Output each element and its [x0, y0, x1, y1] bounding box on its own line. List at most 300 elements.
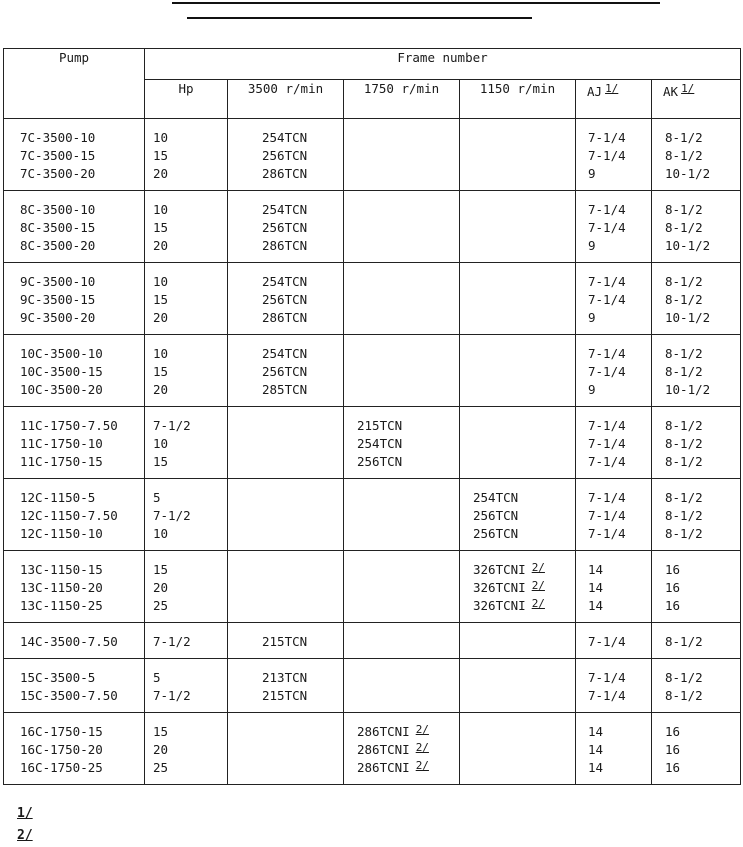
aj-cell-value — [588, 165, 651, 183]
ak-cell-text: 16 — [665, 742, 681, 757]
ak-cell-value — [665, 363, 740, 381]
ak-cell-text: 8-1/2 — [665, 274, 703, 289]
aj-cell-text: 14 — [588, 760, 604, 775]
frame-1150-cell-value — [473, 597, 575, 615]
table-row — [4, 479, 741, 551]
frame-1150-cell-value — [473, 507, 575, 525]
table-body — [4, 119, 741, 785]
hp-cell-text: 5 — [153, 490, 161, 505]
frame-1150-cell-text: 326TCNI — [473, 562, 526, 577]
ak-cell-value — [665, 489, 740, 507]
aj-cell — [576, 551, 652, 623]
hp-cell — [145, 407, 228, 479]
hp-cell — [145, 479, 228, 551]
hp-cell-value — [153, 453, 227, 471]
frame-1150-cell — [460, 335, 576, 407]
aj-cell-text: 7-1/4 — [588, 526, 626, 541]
pump-cell — [4, 551, 145, 623]
r3500-column-header: 3500 r/min — [228, 80, 344, 119]
hp-cell-value — [153, 435, 227, 453]
aj-cell-text: 14 — [588, 562, 604, 577]
aj-cell-value — [588, 147, 651, 165]
ak-cell — [652, 551, 741, 623]
frame-3500-cell-text: 256TCN — [262, 292, 308, 307]
aj-cell-text: 7-1/4 — [588, 688, 626, 703]
aj-cell-value — [588, 489, 651, 507]
frame-1150-cell — [460, 407, 576, 479]
aj-cell-value — [588, 597, 651, 615]
aj-cell-text: 7-1/4 — [588, 202, 626, 217]
aj-cell-text: 7-1/4 — [588, 148, 626, 163]
pump-cell-value — [20, 417, 144, 435]
ak-cell-value — [665, 273, 740, 291]
aj-cell-value — [588, 201, 651, 219]
pump-cell-value — [20, 453, 144, 471]
aj-cell-value — [588, 687, 651, 705]
ak-cell-value — [665, 309, 740, 327]
pump-cell-value — [20, 759, 144, 777]
aj-cell — [576, 119, 652, 191]
hp-cell-value — [153, 291, 227, 309]
aj-cell-text: 7-1/4 — [588, 130, 626, 145]
frame-3500-cell-value — [262, 237, 343, 255]
frame-3500-cell-value — [262, 669, 343, 687]
hp-cell-value — [153, 561, 227, 579]
aj-cell-text: 7-1/4 — [588, 346, 626, 361]
pump-cell-text: 16C-1750-25 — [20, 760, 103, 775]
frame-3500-cell — [228, 263, 344, 335]
aj-cell-text: 9 — [588, 166, 596, 181]
pump-cell — [4, 119, 145, 191]
pump-cell-value — [20, 633, 144, 651]
hp-cell-value — [153, 345, 227, 363]
pump-cell-text: 8C-3500-10 — [20, 202, 96, 217]
frame-3500-cell-value — [262, 381, 343, 399]
ak-cell-text: 8-1/2 — [665, 688, 703, 703]
ak-cell-text: 8-1/2 — [665, 364, 703, 379]
hp-cell-text: 5 — [153, 670, 161, 685]
ak-cell — [652, 119, 741, 191]
pump-cell-text: 15C-3500-5 — [20, 670, 96, 685]
pump-cell-value — [20, 219, 144, 237]
frame-3500-cell-value — [262, 291, 343, 309]
aj-cell-text: 14 — [588, 580, 604, 595]
frame-1750-cell — [344, 713, 460, 785]
aj-cell-text: 7-1/4 — [588, 418, 626, 433]
ak-cell-text: 8-1/2 — [665, 490, 703, 505]
frame-1150-cell — [460, 191, 576, 263]
aj-cell-value — [588, 453, 651, 471]
ak-cell-text: 16 — [665, 562, 681, 577]
ak-cell-value — [665, 147, 740, 165]
ak-cell-text: 8-1/2 — [665, 436, 703, 451]
hp-cell-value — [153, 741, 227, 759]
table-row — [4, 191, 741, 263]
pump-cell-value — [20, 273, 144, 291]
ak-cell — [652, 191, 741, 263]
hp-cell-value — [153, 759, 227, 777]
hp-cell-text: 10 — [153, 346, 169, 361]
footnote-2-ref: 2/ — [415, 759, 429, 772]
frame-1150-cell — [460, 551, 576, 623]
ak-cell-value — [665, 687, 740, 705]
pump-cell — [4, 713, 145, 785]
frame-3500-cell-text: 256TCN — [262, 220, 308, 235]
hp-cell-value — [153, 525, 227, 543]
frame-3500-cell-value — [262, 201, 343, 219]
hp-cell-text: 15 — [153, 364, 169, 379]
pump-cell-value — [20, 561, 144, 579]
ak-cell — [652, 479, 741, 551]
ak-cell-value — [665, 237, 740, 255]
frame-3500-cell-text: 254TCN — [262, 274, 308, 289]
hp-cell-value — [153, 237, 227, 255]
ak-cell-text: 10-1/2 — [665, 310, 711, 325]
aj-cell-value — [588, 237, 651, 255]
pump-cell — [4, 191, 145, 263]
aj-cell-text: 9 — [588, 382, 596, 397]
frame-3500-cell — [228, 119, 344, 191]
hp-cell-text: 15 — [153, 148, 169, 163]
aj-cell-value — [588, 435, 651, 453]
frame-1750-cell-text: 286TCNI — [357, 760, 410, 775]
frame-1750-cell — [344, 623, 460, 659]
ak-cell-text: 8-1/2 — [665, 634, 703, 649]
hp-cell-text: 10 — [153, 130, 169, 145]
table-row — [4, 551, 741, 623]
pump-cell-text: 11C-1750-10 — [20, 436, 103, 451]
ak-cell-value — [665, 597, 740, 615]
pump-cell-text: 7C-3500-20 — [20, 166, 96, 181]
ak-cell-text: 10-1/2 — [665, 238, 711, 253]
table-row — [4, 263, 741, 335]
hp-cell-value — [153, 669, 227, 687]
hp-cell-text: 10 — [153, 274, 169, 289]
pump-cell-text: 9C-3500-10 — [20, 274, 96, 289]
frame-1750-cell-text: 215TCN — [357, 418, 403, 433]
frame-3500-cell — [228, 479, 344, 551]
frame-1150-cell — [460, 119, 576, 191]
hp-cell-value — [153, 219, 227, 237]
hp-cell-value — [153, 507, 227, 525]
frame-1750-cell — [344, 479, 460, 551]
aj-cell-value — [588, 219, 651, 237]
frame-3500-cell-value — [262, 165, 343, 183]
ak-column-header — [652, 80, 741, 119]
hp-cell-value — [153, 597, 227, 615]
frame-3500-cell — [228, 335, 344, 407]
hp-cell-text: 7-1/2 — [153, 634, 191, 649]
aj-cell-value — [588, 291, 651, 309]
hp-cell-value — [153, 273, 227, 291]
frame-3500-cell — [228, 713, 344, 785]
frame-1750-cell-text: 254TCN — [357, 436, 403, 451]
pump-cell-text: 9C-3500-20 — [20, 310, 96, 325]
pump-cell-text: 16C-1750-20 — [20, 742, 103, 757]
ak-cell-value — [665, 561, 740, 579]
frame-3500-cell-value — [262, 345, 343, 363]
ak-cell — [652, 335, 741, 407]
aj-cell-text: 7-1/4 — [588, 292, 626, 307]
frame-3500-cell-text: 254TCN — [262, 202, 308, 217]
pump-cell-text: 12C-1150-5 — [20, 490, 96, 505]
pump-cell-value — [20, 237, 144, 255]
hp-cell-text: 7-1/2 — [153, 508, 191, 523]
ak-cell-text: 8-1/2 — [665, 508, 703, 523]
ak-cell-value — [665, 345, 740, 363]
ak-cell — [652, 263, 741, 335]
pump-cell-text: 10C-3500-10 — [20, 346, 103, 361]
hp-cell — [145, 191, 228, 263]
frame-1750-cell — [344, 263, 460, 335]
ak-cell-value — [665, 633, 740, 651]
aj-column-header — [576, 80, 652, 119]
hp-cell-text: 15 — [153, 220, 169, 235]
frame-3500-cell-text: 213TCN — [262, 670, 308, 685]
frame-1150-cell-text: 326TCNI — [473, 580, 526, 595]
aj-cell-text: 7-1/4 — [588, 454, 626, 469]
frame-3500-cell-text: 285TCN — [262, 382, 308, 397]
ak-cell-value — [665, 579, 740, 597]
aj-cell-value — [588, 741, 651, 759]
ak-cell-value — [665, 669, 740, 687]
aj-cell-value — [588, 525, 651, 543]
hp-cell-text: 10 — [153, 436, 169, 451]
frame-1150-cell-text: 256TCN — [473, 508, 519, 523]
hp-cell-text: 20 — [153, 580, 169, 595]
ak-cell-value — [665, 453, 740, 471]
pump-cell — [4, 407, 145, 479]
footnote-2-marker: 2/ — [17, 828, 33, 843]
frame-1750-cell-value — [357, 435, 459, 453]
pump-cell-text: 16C-1750-15 — [20, 724, 103, 739]
frame-1750-cell — [344, 191, 460, 263]
pump-cell — [4, 479, 145, 551]
ak-cell-text: 8-1/2 — [665, 202, 703, 217]
aj-cell — [576, 407, 652, 479]
hp-cell-text: 25 — [153, 760, 169, 775]
table-row — [4, 119, 741, 191]
frame-3500-cell-text: 256TCN — [262, 148, 308, 163]
frame-3500-cell — [228, 191, 344, 263]
ak-cell-text: 10-1/2 — [665, 166, 711, 181]
footnote-1-marker: 1/ — [17, 806, 33, 821]
frame-3500-cell-text: 286TCN — [262, 238, 308, 253]
frame-3500-cell — [228, 623, 344, 659]
ak-cell-text: 10-1/2 — [665, 382, 711, 397]
pump-cell-value — [20, 525, 144, 543]
hp-cell-value — [153, 381, 227, 399]
ak-cell-text: 8-1/2 — [665, 418, 703, 433]
frame-number-header: Frame number — [145, 49, 741, 80]
ak-cell-value — [665, 201, 740, 219]
frame-3500-cell — [228, 551, 344, 623]
hp-cell — [145, 713, 228, 785]
aj-cell — [576, 263, 652, 335]
frame-1150-cell — [460, 659, 576, 713]
ak-cell-text: 16 — [665, 598, 681, 613]
footnote-2-ref: 2/ — [531, 561, 545, 574]
ak-cell-text: 8-1/2 — [665, 130, 703, 145]
aj-cell-text: 7-1/4 — [588, 508, 626, 523]
aj-cell — [576, 713, 652, 785]
frame-1150-cell-value — [473, 561, 575, 579]
title-underline-rule — [187, 17, 532, 19]
footnote-2-ref: 2/ — [531, 579, 545, 592]
frame-3500-cell-text: 286TCN — [262, 166, 308, 181]
hp-cell-text: 20 — [153, 382, 169, 397]
aj-cell-text: 9 — [588, 310, 596, 325]
aj-cell-value — [588, 723, 651, 741]
frame-1750-cell-value — [357, 723, 459, 741]
pump-cell-text: 7C-3500-10 — [20, 130, 96, 145]
ak-cell — [652, 713, 741, 785]
ak-cell-value — [665, 507, 740, 525]
frame-1150-cell-value — [473, 489, 575, 507]
frame-1750-cell — [344, 335, 460, 407]
ak-cell-value — [665, 129, 740, 147]
ak-cell-value — [665, 291, 740, 309]
frame-1150-cell-text: 256TCN — [473, 526, 519, 541]
frame-1750-cell-text: 286TCNI — [357, 742, 410, 757]
aj-cell-value — [588, 669, 651, 687]
pump-cell-text: 15C-3500-7.50 — [20, 688, 118, 703]
ak-cell — [652, 407, 741, 479]
table-row — [4, 623, 741, 659]
top-rule — [172, 2, 660, 4]
ak-cell-text: 8-1/2 — [665, 346, 703, 361]
aj-cell — [576, 191, 652, 263]
pump-cell-value — [20, 381, 144, 399]
hp-cell — [145, 119, 228, 191]
pump-cell-text: 11C-1750-7.50 — [20, 418, 118, 433]
aj-cell-value — [588, 345, 651, 363]
aj-cell-text: 9 — [588, 238, 596, 253]
pump-cell-text: 10C-3500-15 — [20, 364, 103, 379]
frame-3500-cell-value — [262, 309, 343, 327]
frame-3500-cell-text: 256TCN — [262, 364, 308, 379]
frame-3500-cell-text: 254TCN — [262, 130, 308, 145]
ak-cell-value — [665, 723, 740, 741]
frame-number-table — [3, 48, 741, 785]
frame-3500-cell-value — [262, 633, 343, 651]
pump-cell — [4, 335, 145, 407]
hp-cell-value — [153, 417, 227, 435]
pump-cell-text: 9C-3500-15 — [20, 292, 96, 307]
pump-cell-text: 8C-3500-20 — [20, 238, 96, 253]
frame-1750-cell — [344, 407, 460, 479]
aj-cell-text: 7-1/4 — [588, 220, 626, 235]
frame-1150-cell — [460, 479, 576, 551]
hp-cell-text: 20 — [153, 742, 169, 757]
pump-cell-value — [20, 147, 144, 165]
ak-cell-text: 8-1/2 — [665, 670, 703, 685]
table-row — [4, 335, 741, 407]
frame-1150-cell-text: 326TCNI — [473, 598, 526, 613]
ak-cell-text: 8-1/2 — [665, 148, 703, 163]
frame-3500-cell-value — [262, 273, 343, 291]
pump-cell-text: 13C-1150-15 — [20, 562, 103, 577]
pump-cell-text: 13C-1150-25 — [20, 598, 103, 613]
ak-cell-text: 16 — [665, 760, 681, 775]
footnotes — [17, 803, 33, 847]
aj-cell — [576, 659, 652, 713]
footnote-2-ref: 2/ — [415, 741, 429, 754]
aj-cell — [576, 623, 652, 659]
ak-cell-text: 16 — [665, 580, 681, 595]
hp-cell-text: 25 — [153, 598, 169, 613]
frame-1150-cell-value — [473, 525, 575, 543]
ak-footnote-ref: 1/ — [681, 82, 695, 95]
pump-cell-value — [20, 435, 144, 453]
frame-3500-cell-value — [262, 147, 343, 165]
hp-cell — [145, 335, 228, 407]
table-row — [4, 407, 741, 479]
pump-cell-text: 7C-3500-15 — [20, 148, 96, 163]
hp-cell-value — [153, 633, 227, 651]
ak-cell-value — [665, 165, 740, 183]
frame-3500-cell-text: 254TCN — [262, 346, 308, 361]
hp-cell-text: 15 — [153, 562, 169, 577]
pump-cell-value — [20, 129, 144, 147]
aj-cell-value — [588, 633, 651, 651]
footnote-2-ref: 2/ — [415, 723, 429, 736]
frame-3500-cell-value — [262, 687, 343, 705]
aj-cell — [576, 335, 652, 407]
pump-cell-text: 12C-1150-7.50 — [20, 508, 118, 523]
table-row — [4, 659, 741, 713]
hp-cell — [145, 551, 228, 623]
frame-3500-cell-text: 215TCN — [262, 634, 308, 649]
aj-cell-value — [588, 417, 651, 435]
aj-cell-text: 7-1/4 — [588, 364, 626, 379]
hp-cell-value — [153, 579, 227, 597]
hp-cell-value — [153, 687, 227, 705]
frame-1750-cell-text: 256TCN — [357, 454, 403, 469]
ak-label: AK — [663, 84, 679, 99]
table-row — [4, 713, 741, 785]
pump-cell-text: 8C-3500-15 — [20, 220, 96, 235]
pump-cell — [4, 659, 145, 713]
aj-cell-text: 7-1/4 — [588, 670, 626, 685]
ak-cell-value — [665, 435, 740, 453]
hp-cell — [145, 263, 228, 335]
hp-cell-text: 10 — [153, 526, 169, 541]
frame-1750-cell-value — [357, 417, 459, 435]
aj-cell-value — [588, 273, 651, 291]
frame-3500-cell-value — [262, 129, 343, 147]
pump-cell — [4, 263, 145, 335]
frame-1150-cell-text: 254TCN — [473, 490, 519, 505]
pump-cell-value — [20, 687, 144, 705]
hp-cell-text: 7-1/2 — [153, 418, 191, 433]
pump-cell-value — [20, 507, 144, 525]
frame-3500-cell-text: 286TCN — [262, 310, 308, 325]
frame-3500-cell — [228, 407, 344, 479]
pump-cell-value — [20, 669, 144, 687]
aj-footnote-ref: 1/ — [605, 82, 619, 95]
r1750-column-header: 1750 r/min — [344, 80, 460, 119]
ak-cell-value — [665, 525, 740, 543]
aj-cell — [576, 479, 652, 551]
pump-cell-value — [20, 597, 144, 615]
footnote-2-ref: 2/ — [531, 597, 545, 610]
hp-cell — [145, 623, 228, 659]
frame-1750-cell — [344, 551, 460, 623]
pump-cell-value — [20, 345, 144, 363]
hp-cell-text: 7-1/2 — [153, 688, 191, 703]
pump-cell-text: 12C-1150-10 — [20, 526, 103, 541]
